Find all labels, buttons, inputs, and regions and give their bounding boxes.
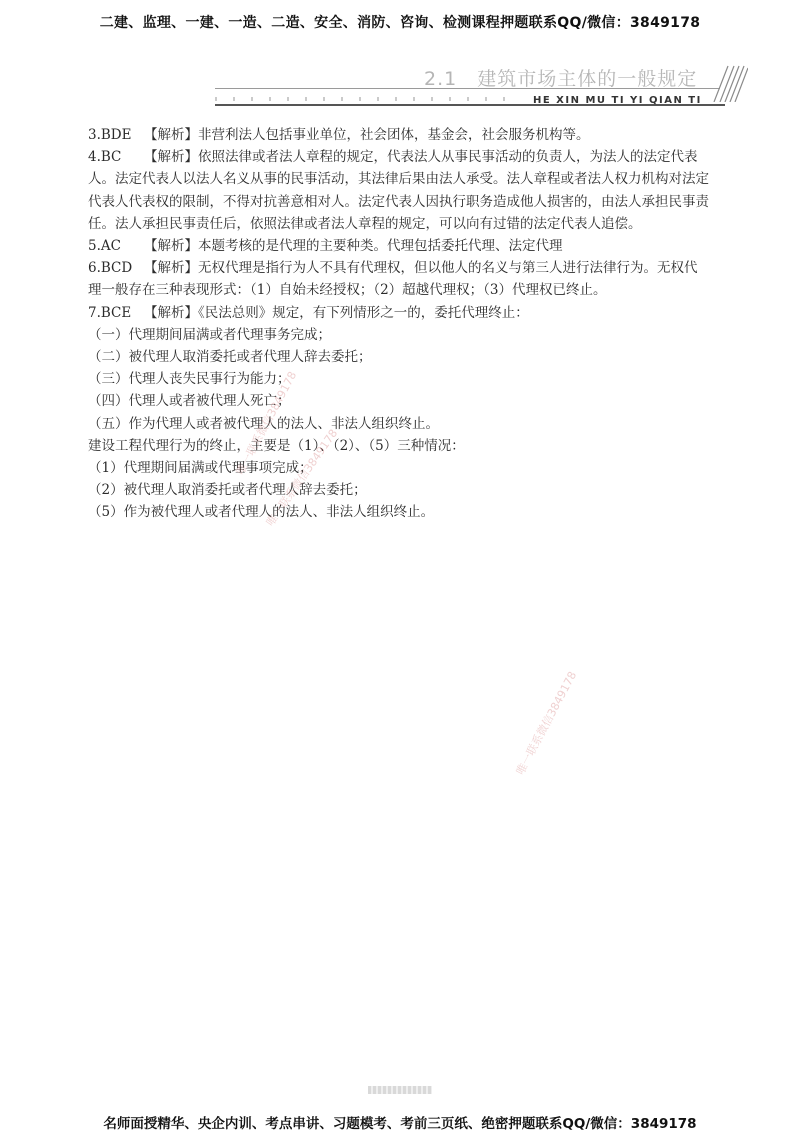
list-item: （一）代理期间届满或者代理事务完成； — [88, 326, 331, 343]
page-number-mark — [368, 1086, 432, 1094]
answer-number: 5.AC — [88, 238, 121, 255]
answer-number: 3.BDE — [88, 127, 132, 143]
answer-number: 7.BCE — [88, 304, 132, 321]
list-item: （2）被代理人取消委托或者代理人辞去委托； — [88, 482, 367, 499]
answer-6 — [88, 257, 710, 301]
answer-text: 【解析】依照法律或者法人章程的规定，代表法人从事民事活动的负责人，为法人的法定代表人。法定代表人以法人名义从事的民事活动，其法律后果由法人承受。法人章程或者法人权力机构对法定代表人代表权的限制，不得对抗善意相对人。法定代表人因执行职务造成他人损害的，由法人承担民事责任。法人承担民事责任后，依照法律或者法人章程的规定，可以向有过错的法定代表人追偿。 — [88, 149, 709, 232]
list-item: （五）作为代理人或者被代理人的法人、非法人组织终止。 — [88, 415, 439, 432]
watermark: 唯一联系微信3849178 — [233, 369, 300, 478]
top-banner: 二建、监理、一建、一造、二造、安全、消防、咨询、检测课程押题联系QQ/微信：3849178 — [99, 15, 701, 31]
watermark: 唯一联系微信3849178 — [263, 426, 341, 529]
answer-text: 【解析】本题考核的是代理的主要种类。代理包括委托代理、法定代理 — [144, 238, 563, 255]
watermark: 唯一联系微信3849178 — [513, 669, 580, 778]
answer-4 — [88, 146, 710, 235]
answer-text: 【解析】《民法总则》规定，有下列情形之一的，委托代理终止： — [144, 304, 529, 321]
answer-number: 4.BC — [88, 149, 122, 166]
answer-3 — [88, 124, 710, 146]
header-dotted-rule — [215, 97, 515, 101]
section-subtitle: HE XIN MU TI YI QIAN TI — [533, 95, 702, 106]
list-item: （三）代理人丧失民事行为能力； — [88, 371, 291, 388]
answer-7 — [88, 302, 710, 324]
list-item: （5）作为被代理人或者代理人的法人、非法人组织终止。 — [88, 504, 435, 521]
list-item: （二）被代理人取消委托或者代理人辞去委托； — [88, 349, 372, 366]
section-title: 2.1 建筑市场主体的一般规定 — [424, 68, 698, 90]
answer-content — [88, 124, 710, 524]
list-item: （1）代理期间届满或代理事项完成； — [88, 460, 313, 477]
list-item: （四）代理人或者被代理人死亡； — [88, 393, 291, 410]
answer-number: 6.BCD — [88, 260, 133, 277]
answer-text: 【解析】无权代理是指行为人不具有代理权，但以他人的名义与第三人进行法律行为。无权代理一般存在三种表现形式：（1）自始未经授权；（2）超越代理权；（3）代理权已终止。 — [88, 260, 698, 299]
answer-text: 【解析】非营利法人包括事业单位，社会团体，基金会，社会服务机构等。 — [144, 127, 590, 143]
summary-line: 建设工程代理行为的终止，主要是（1）、（2）、（5）三种情况： — [88, 437, 465, 454]
bottom-banner: 名师面授精华、央企内训、考点串讲、习题模考、考前三页纸、绝密押题联系QQ/微信：3849178 — [103, 1116, 697, 1132]
hatch-decoration — [700, 62, 748, 102]
answer-5 — [88, 235, 710, 257]
